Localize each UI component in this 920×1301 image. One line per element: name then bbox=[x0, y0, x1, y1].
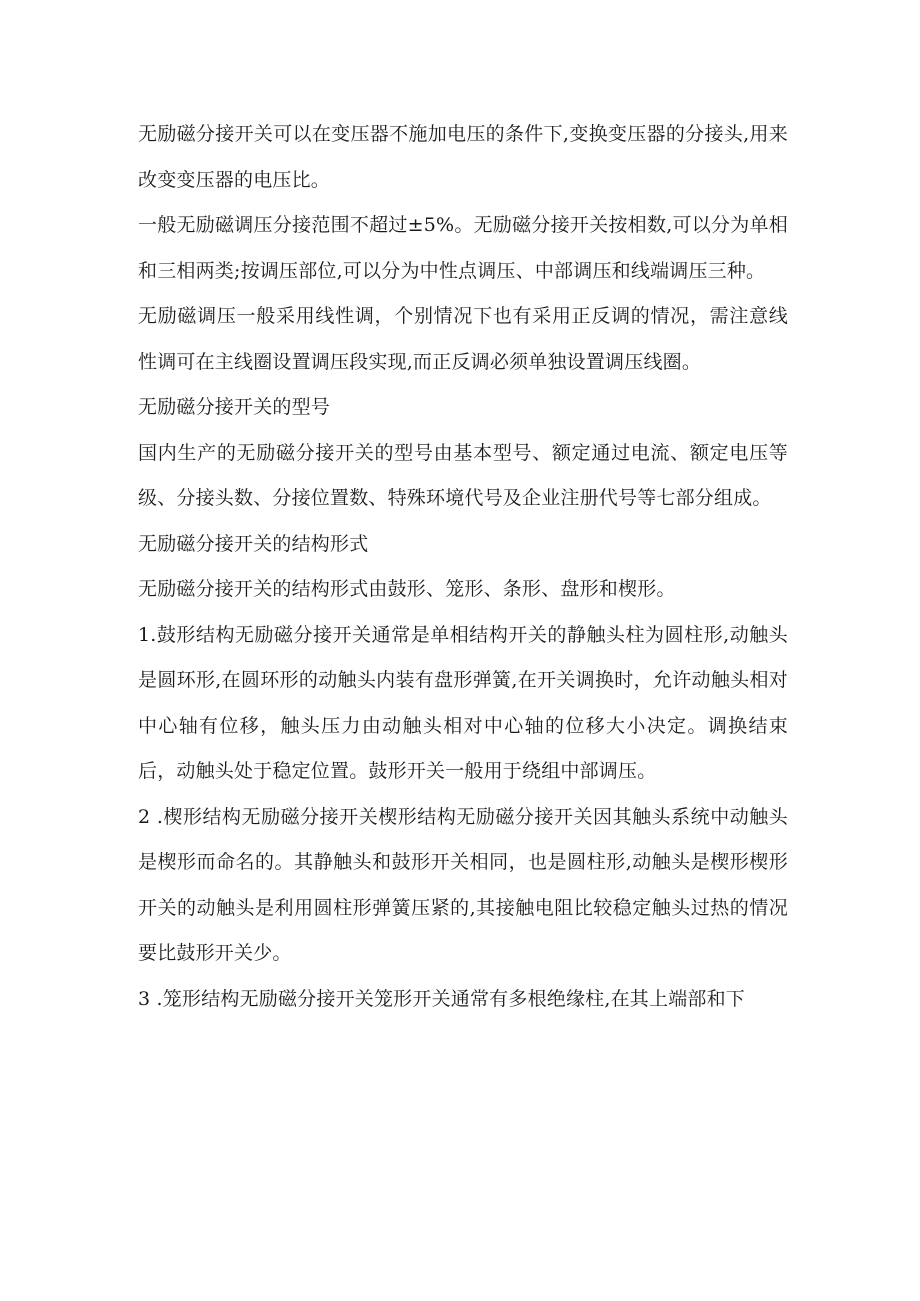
paragraph-drum-type: 1.鼓形结构无励磁分接开关通常是单相结构开关的静触头柱为圆柱形,动触头是圆环形,在圆环形的动触头内装有盘形弹簧,在开关调换时，允许动触头相对中心轴有位移，触头压力由动触头相对中心轴的位移大小决定。调换结束后，动触头处于稳定位置。鼓形开关一般用于绕组中部调压。 bbox=[138, 623, 788, 782]
paragraph-structure-types: 无励磁分接开关的结构形式由鼓形、笼形、条形、盘形和楔形。 bbox=[138, 578, 676, 600]
paragraph-cage-type: 3 .笼形结构无励磁分接开关笼形开关通常有多根绝缘柱,在其上端部和下 bbox=[138, 987, 746, 1010]
paragraph-regulation-range: 一般无励磁调压分接范围不超过±5%。无励磁分接开关按相数,可以分为单相和三相两类;按调压部位,可以分为中性点调压、中部调压和线端调压三种。 bbox=[138, 214, 788, 282]
heading-structure: 无励磁分接开关的结构形式 bbox=[138, 532, 369, 555]
document-body bbox=[138, 112, 788, 1022]
paragraph-intro: 无励磁分接开关可以在变压器不施加电压的条件下,变换变压器的分接头,用来改变变压器的电压比。 bbox=[138, 123, 788, 191]
paragraph-model: 国内生产的无励磁分接开关的型号由基本型号、额定通过电流、额定电压等级、分接头数、分接位置数、特殊环境代号及企业注册代号等七部分组成。 bbox=[138, 441, 788, 509]
paragraph-regulation-method: 无励磁调压一般采用线性调，个别情况下也有采用正反调的情况，需注意线性调可在主线圈设置调压段实现,而正反调必须单独设置调压线圈。 bbox=[138, 305, 788, 373]
heading-model: 无励磁分接开关的型号 bbox=[138, 396, 331, 418]
paragraph-wedge-type: 2 .楔形结构无励磁分接开关楔形结构无励磁分接开关因其触头系统中动触头是楔形而命名的。其静触头和鼓形开关相同，也是圆柱形,动触头是楔形楔形开关的动触头是利用圆柱形弹簧压紧的,其接触电阻比较稳定触头过热的情况要比鼓形开关少。 bbox=[138, 805, 788, 964]
